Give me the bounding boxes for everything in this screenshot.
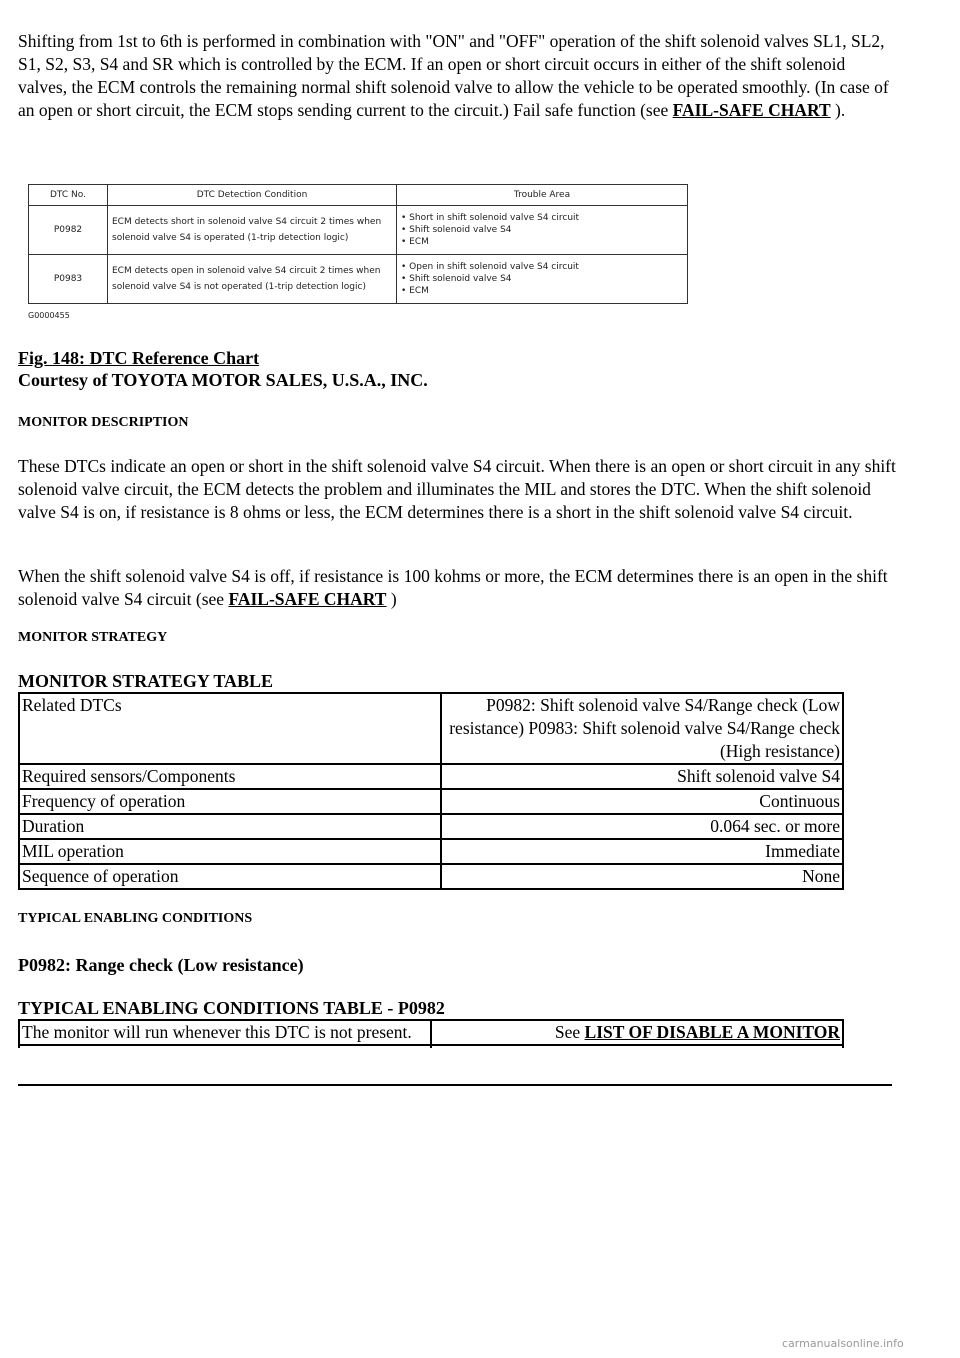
table-cell-label: MIL operation [19, 839, 441, 864]
figure-courtesy: Courtesy of TOYOTA MOTOR SALES, U.S.A., INC. [18, 370, 428, 390]
fail-safe-chart-link[interactable]: FAIL-SAFE CHART [228, 589, 387, 609]
table-row [19, 693, 843, 764]
dtc-reference-chart [28, 184, 688, 304]
monitor-description-heading: MONITOR DESCRIPTION [18, 415, 189, 430]
table-row [19, 839, 843, 864]
enabling-conditions-heading: TYPICAL ENABLING CONDITIONS [18, 911, 253, 926]
chart-header-trouble-area: Trouble Area [397, 185, 688, 206]
table-cell-empty [431, 1045, 843, 1048]
chart-dtc-code: P0982 [29, 206, 108, 255]
enabling-conditions-table [18, 1019, 844, 1048]
chart-row [29, 255, 688, 304]
chart-trouble-area: • Short in shift solenoid valve S4 circuit • Shift solenoid valve S4 • ECM [397, 206, 688, 255]
table-row [19, 1045, 843, 1048]
table-cell-value: None [441, 864, 843, 889]
page-bottom-rule [18, 1084, 892, 1086]
chart-trouble-area: • Open in shift solenoid valve S4 circuit • Shift solenoid valve S4 • ECM [397, 255, 688, 304]
figure-caption[interactable]: Fig. 148: DTC Reference Chart [18, 348, 260, 368]
monitor-strategy-table-title: MONITOR STRATEGY TABLE [18, 671, 274, 691]
table-cell-label: Related DTCs [19, 693, 441, 764]
monitor-description-paragraph-2: When the shift solenoid valve S4 is off, if resistance is 100 kohms or more, the ECM determines there is an open in the shift solenoid valve S4 circuit (see FAIL-SAFE CHART ) [18, 566, 888, 609]
monitor-strategy-heading: MONITOR STRATEGY [18, 630, 168, 645]
figure-image-code: G0000455 [28, 311, 70, 320]
table-row [19, 864, 843, 889]
table-cell-label: Duration [19, 814, 441, 839]
table-cell-value: P0982: Shift solenoid valve S4/Range check (Low resistance) P0983: Shift solenoid valve S4/Range check (High resistance) [441, 693, 843, 764]
table-cell-empty [19, 1045, 431, 1048]
monitor-description-paragraph: These DTCs indicate an open or short in the shift solenoid valve S4 circuit. When there is an open or short circuit in any shift solenoid valve circuit, the ECM detects the problem and illuminates the MIL and stores the DTC. When the shift solenoid valve S4 is on, if resistance is 8 ohms or less, the ECM determines there is a short in the shift solenoid valve S4 circuit. [18, 456, 896, 522]
site-watermark: carmanualsonline.info [782, 1337, 904, 1350]
table-cell-label: Sequence of operation [19, 864, 441, 889]
monitor-strategy-table [18, 692, 844, 890]
table-cell-value: Immediate [441, 839, 843, 864]
table-cell-label: Required sensors/Components [19, 764, 441, 789]
table-cell-value: See LIST OF DISABLE A MONITOR [431, 1020, 843, 1045]
enabling-conditions-subheading: P0982: Range check (Low resistance) [18, 955, 304, 975]
table-row [19, 814, 843, 839]
enabling-conditions-table-title: TYPICAL ENABLING CONDITIONS TABLE - P0982 [18, 998, 445, 1018]
chart-header-dtc-no: DTC No. [29, 185, 108, 206]
table-cell-label: The monitor will run whenever this DTC is not present. [19, 1020, 431, 1045]
table-row [19, 789, 843, 814]
table-cell-value: 0.064 sec. or more [441, 814, 843, 839]
table-row [19, 1020, 843, 1045]
chart-header-detection-condition: DTC Detection Condition [108, 185, 397, 206]
list-of-disable-a-monitor-link[interactable]: LIST OF DISABLE A MONITOR [584, 1022, 840, 1042]
chart-condition: ECM detects short in solenoid valve S4 circuit 2 times when solenoid valve S4 is operated (1-trip detection logic) [108, 206, 397, 255]
table-cell-value: Shift solenoid valve S4 [441, 764, 843, 789]
table-row [19, 764, 843, 789]
table-cell-value: Continuous [441, 789, 843, 814]
chart-dtc-code: P0983 [29, 255, 108, 304]
chart-row [29, 206, 688, 255]
fail-safe-chart-link[interactable]: FAIL-SAFE CHART [672, 100, 831, 120]
intro-paragraph: Shifting from 1st to 6th is performed in combination with "ON" and "OFF" operation of the shift solenoid valves SL1, SL2, S1, S2, S3, S4 and SR which is controlled by the ECM. If an open or short circuit occurs in either of the shift solenoid valves, the ECM controls the remaining normal shift solenoid valve to allow the vehicle to be operated smoothly. (In case of an open or short circuit, the ECM stops sending current to the circuit.) Fail safe function (see FAIL-SAFE CHART ). [18, 31, 889, 120]
chart-condition: ECM detects open in solenoid valve S4 circuit 2 times when solenoid valve S4 is not operated (1-trip detection logic) [108, 255, 397, 304]
table-cell-label: Frequency of operation [19, 789, 441, 814]
